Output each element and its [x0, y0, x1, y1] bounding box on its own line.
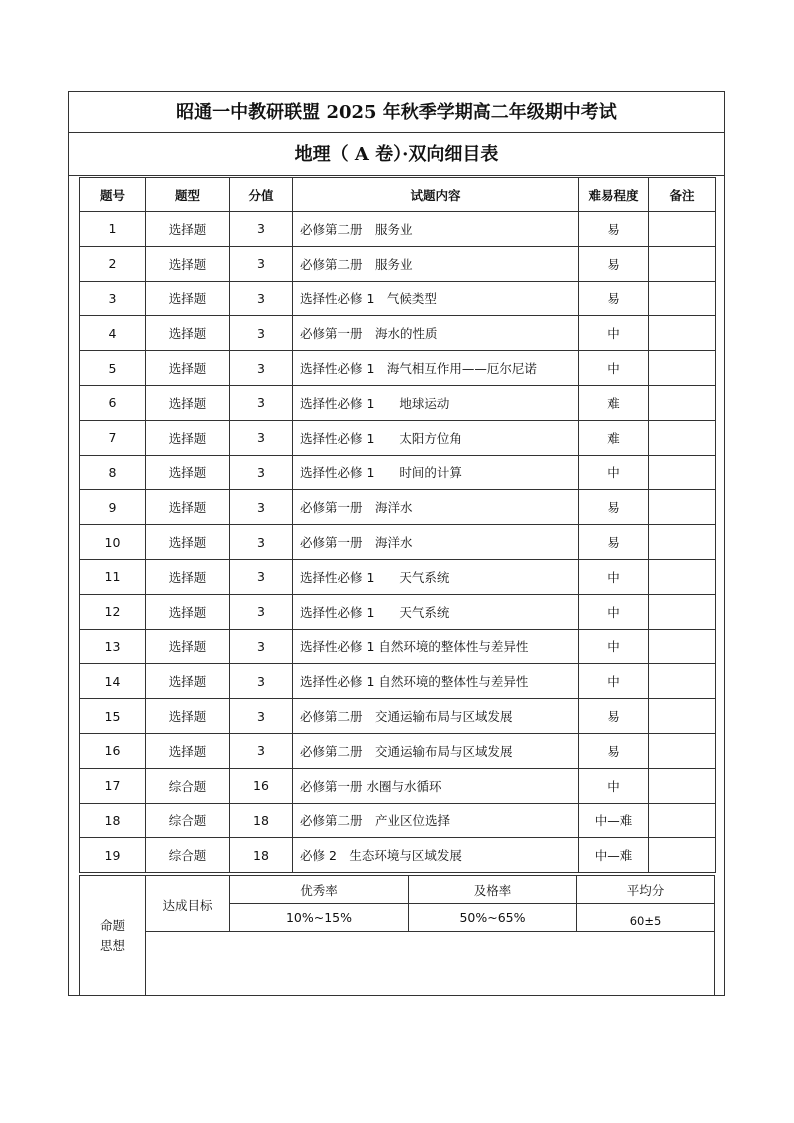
average-score-label: 平均分 [576, 875, 715, 904]
row-type-cell: 选择题 [146, 490, 230, 525]
table-row [80, 664, 716, 699]
proposition-idea-text: 命题 思想 [99, 917, 125, 953]
row-note-cell [649, 768, 716, 803]
row-score-cell: 3 [230, 525, 293, 560]
row-no-cell: 16 [80, 733, 146, 768]
row-note-cell [649, 664, 716, 699]
row-score-cell: 3 [230, 246, 293, 281]
row-content-cell: 选择性必修 1 天气系统 [293, 559, 579, 594]
row-note-cell [649, 455, 716, 490]
row-type-cell: 选择题 [146, 733, 230, 768]
excellent-rate-value: 10%~15% [229, 903, 409, 932]
row-difficulty-cell: 中 [579, 455, 649, 490]
table-row [80, 733, 716, 768]
row-difficulty-cell: 难 [579, 385, 649, 420]
row-difficulty-cell: 易 [579, 246, 649, 281]
row-no-cell: 4 [80, 316, 146, 351]
table-row [80, 838, 716, 873]
row-score-cell: 3 [230, 351, 293, 386]
row-note-cell [649, 559, 716, 594]
row-content-cell: 选择性必修 1 自然环境的整体性与差异性 [293, 664, 579, 699]
row-score-cell: 3 [230, 316, 293, 351]
row-no-cell: 14 [80, 664, 146, 699]
row-content-cell: 选择性必修 1 地球运动 [293, 385, 579, 420]
row-content-cell: 必修第一册 水圈与水循环 [293, 768, 579, 803]
row-note-cell [649, 385, 716, 420]
table-header-row [80, 178, 716, 212]
row-no-cell: 13 [80, 629, 146, 664]
header-difficulty: 难易程度 [579, 178, 649, 212]
proposition-idea-content [145, 931, 715, 996]
row-note-cell [649, 212, 716, 247]
table-row [80, 768, 716, 803]
table-row [80, 316, 716, 351]
row-note-cell [649, 490, 716, 525]
row-score-cell: 3 [230, 699, 293, 734]
row-difficulty-cell: 易 [579, 212, 649, 247]
row-no-cell: 19 [80, 838, 146, 873]
table-subtitle: 地理（ A 卷）·双向细目表 [69, 133, 724, 176]
table-row [80, 803, 716, 838]
row-no-cell: 6 [80, 385, 146, 420]
row-note-cell [649, 281, 716, 316]
row-note-cell [649, 525, 716, 560]
row-note-cell [649, 316, 716, 351]
proposition-idea-label [79, 875, 146, 996]
excellent-rate-label: 优秀率 [229, 875, 409, 904]
pass-rate-value: 50%~65% [408, 903, 577, 932]
row-type-cell: 选择题 [146, 699, 230, 734]
row-note-cell [649, 594, 716, 629]
row-type-cell: 选择题 [146, 559, 230, 594]
row-difficulty-cell: 中—难 [579, 838, 649, 873]
table-row [80, 420, 716, 455]
row-note-cell [649, 733, 716, 768]
row-note-cell [649, 420, 716, 455]
row-score-cell: 3 [230, 733, 293, 768]
row-difficulty-cell: 易 [579, 490, 649, 525]
row-score-cell: 3 [230, 385, 293, 420]
table-row [80, 525, 716, 560]
row-difficulty-cell: 中 [579, 351, 649, 386]
row-type-cell: 选择题 [146, 316, 230, 351]
row-content-cell: 必修第二册 产业区位选择 [293, 803, 579, 838]
row-difficulty-cell: 中 [579, 316, 649, 351]
row-content-cell: 选择性必修 1 天气系统 [293, 594, 579, 629]
row-score-cell: 3 [230, 664, 293, 699]
row-content-cell: 必修 2 生态环境与区域发展 [293, 838, 579, 873]
specification-table [79, 177, 716, 873]
exam-title: 昭通一中教研联盟 2025 年秋季学期高二年级期中考试 [69, 92, 724, 133]
row-difficulty-cell: 易 [579, 281, 649, 316]
pass-rate-label: 及格率 [408, 875, 577, 904]
row-no-cell: 15 [80, 699, 146, 734]
row-note-cell [649, 803, 716, 838]
header-score: 分值 [230, 178, 293, 212]
row-score-cell: 18 [230, 838, 293, 873]
row-difficulty-cell: 易 [579, 733, 649, 768]
row-score-cell: 3 [230, 594, 293, 629]
row-no-cell: 17 [80, 768, 146, 803]
row-type-cell: 综合题 [146, 838, 230, 873]
row-no-cell: 2 [80, 246, 146, 281]
row-type-cell: 选择题 [146, 212, 230, 247]
row-no-cell: 12 [80, 594, 146, 629]
row-type-cell: 选择题 [146, 455, 230, 490]
row-score-cell: 3 [230, 455, 293, 490]
table-row [80, 212, 716, 247]
row-content-cell: 必修第一册 海洋水 [293, 490, 579, 525]
row-no-cell: 18 [80, 803, 146, 838]
table-row [80, 594, 716, 629]
row-content-cell: 选择性必修 1 时间的计算 [293, 455, 579, 490]
row-type-cell: 综合题 [146, 768, 230, 803]
row-no-cell: 1 [80, 212, 146, 247]
table-row [80, 490, 716, 525]
row-note-cell [649, 246, 716, 281]
table-row [80, 629, 716, 664]
row-type-cell: 选择题 [146, 351, 230, 386]
row-note-cell [649, 629, 716, 664]
row-difficulty-cell: 难 [579, 420, 649, 455]
target-label: 达成目标 [145, 875, 230, 932]
row-no-cell: 9 [80, 490, 146, 525]
row-score-cell: 3 [230, 629, 293, 664]
proposition-section [79, 875, 715, 996]
row-no-cell: 5 [80, 351, 146, 386]
row-type-cell: 选择题 [146, 420, 230, 455]
row-type-cell: 选择题 [146, 594, 230, 629]
row-difficulty-cell: 中 [579, 664, 649, 699]
row-type-cell: 选择题 [146, 525, 230, 560]
row-content-cell: 选择性必修 1 气候类型 [293, 281, 579, 316]
row-no-cell: 7 [80, 420, 146, 455]
table-row [80, 385, 716, 420]
row-score-cell: 3 [230, 212, 293, 247]
row-score-cell: 3 [230, 281, 293, 316]
row-score-cell: 18 [230, 803, 293, 838]
row-no-cell: 10 [80, 525, 146, 560]
row-type-cell: 选择题 [146, 629, 230, 664]
row-difficulty-cell: 中 [579, 768, 649, 803]
row-difficulty-cell: 中—难 [579, 803, 649, 838]
average-score-value: 60±5 [576, 903, 715, 932]
header-content: 试题内容 [293, 178, 579, 212]
row-content-cell: 选择性必修 1 自然环境的整体性与差异性 [293, 629, 579, 664]
row-type-cell: 选择题 [146, 281, 230, 316]
row-score-cell: 3 [230, 420, 293, 455]
table-row [80, 281, 716, 316]
table-row [80, 246, 716, 281]
row-type-cell: 选择题 [146, 246, 230, 281]
header-type: 题型 [146, 178, 230, 212]
row-score-cell: 3 [230, 559, 293, 594]
table-row [80, 455, 716, 490]
row-difficulty-cell: 易 [579, 699, 649, 734]
row-no-cell: 11 [80, 559, 146, 594]
row-difficulty-cell: 中 [579, 594, 649, 629]
table-row [80, 559, 716, 594]
row-content-cell: 必修第二册 交通运输布局与区域发展 [293, 699, 579, 734]
row-score-cell: 3 [230, 490, 293, 525]
table-row [80, 351, 716, 386]
row-content-cell: 必修第二册 服务业 [293, 212, 579, 247]
row-difficulty-cell: 中 [579, 559, 649, 594]
table-row [80, 699, 716, 734]
row-score-cell: 16 [230, 768, 293, 803]
row-note-cell [649, 351, 716, 386]
row-content-cell: 必修第一册 海洋水 [293, 525, 579, 560]
row-content-cell: 选择性必修 1 太阳方位角 [293, 420, 579, 455]
header-no: 题号 [80, 178, 146, 212]
row-no-cell: 3 [80, 281, 146, 316]
row-note-cell [649, 838, 716, 873]
row-no-cell: 8 [80, 455, 146, 490]
row-type-cell: 选择题 [146, 664, 230, 699]
header-note: 备注 [649, 178, 716, 212]
row-difficulty-cell: 中 [579, 629, 649, 664]
row-type-cell: 综合题 [146, 803, 230, 838]
row-content-cell: 必修第二册 服务业 [293, 246, 579, 281]
row-content-cell: 必修第二册 交通运输布局与区域发展 [293, 733, 579, 768]
row-content-cell: 必修第一册 海水的性质 [293, 316, 579, 351]
row-difficulty-cell: 易 [579, 525, 649, 560]
row-type-cell: 选择题 [146, 385, 230, 420]
row-content-cell: 选择性必修 1 海气相互作用——厄尔尼诺 [293, 351, 579, 386]
table-body [80, 212, 716, 873]
row-note-cell [649, 699, 716, 734]
